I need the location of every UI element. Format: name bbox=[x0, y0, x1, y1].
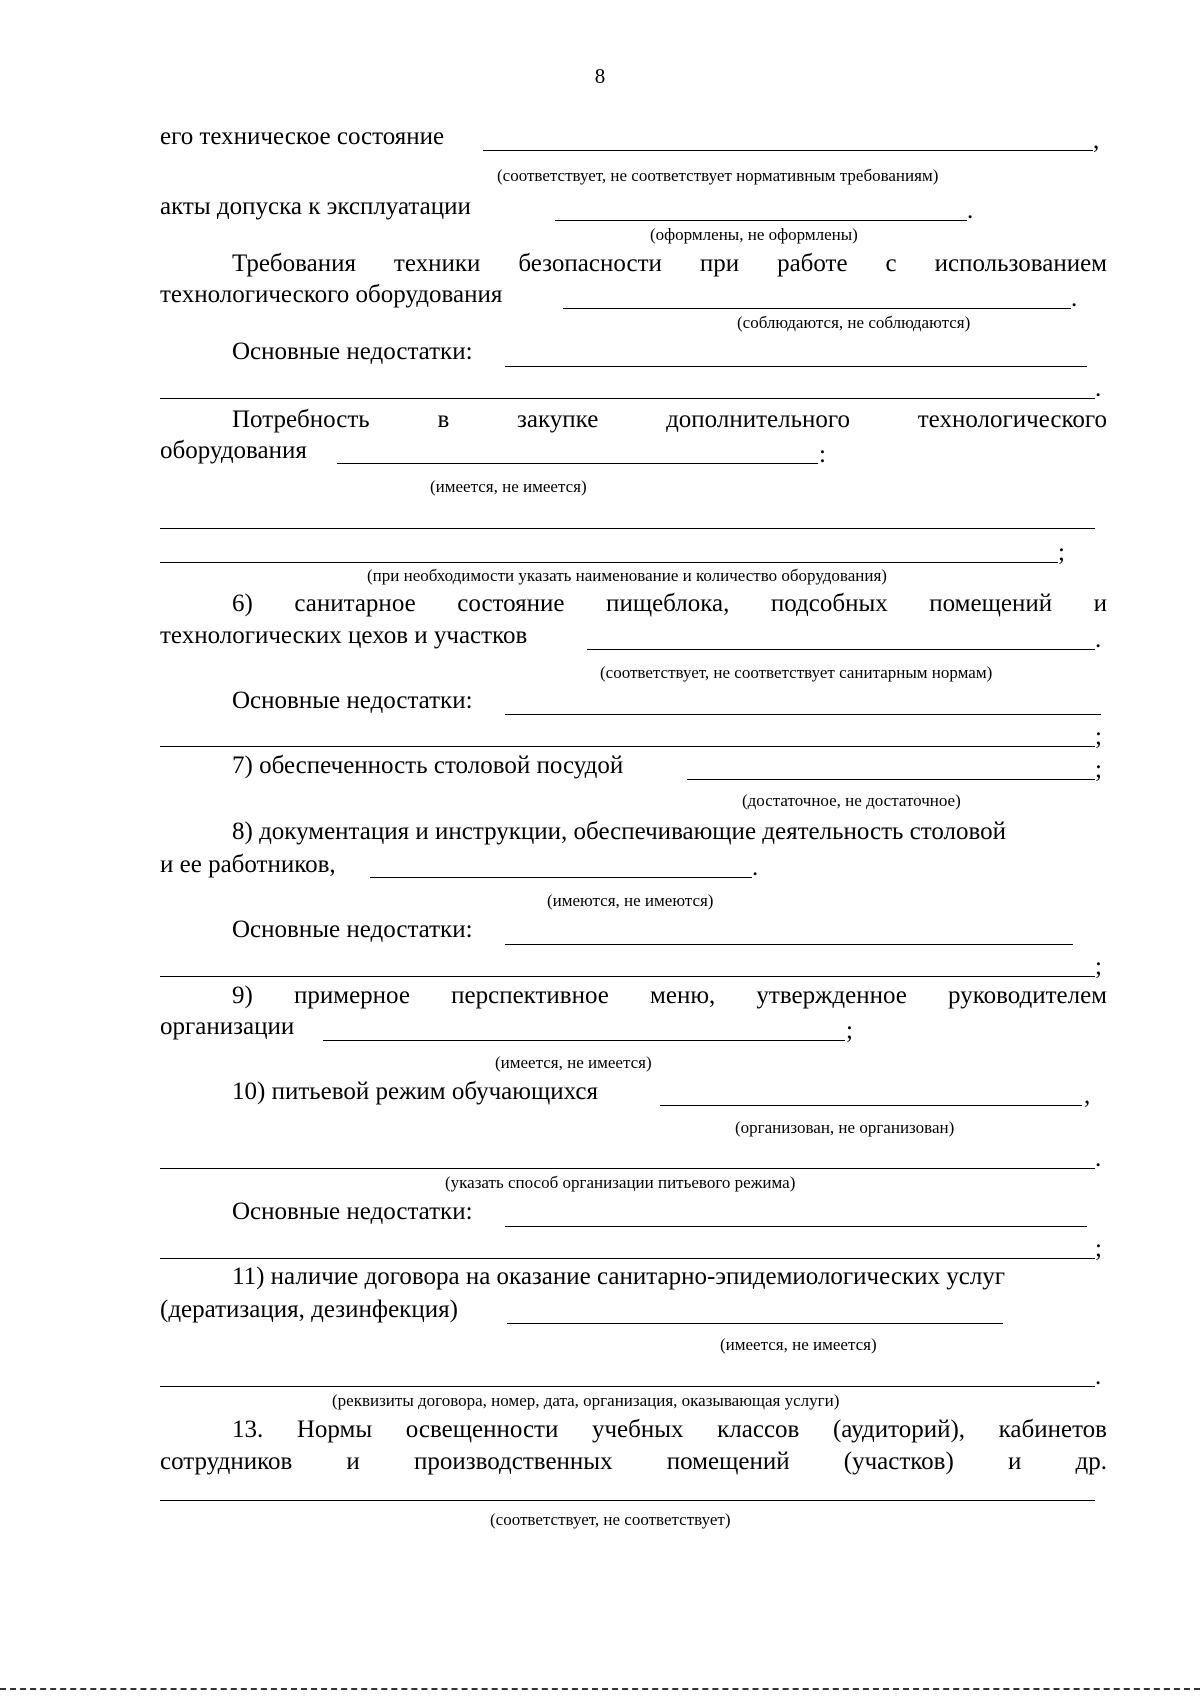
item9-line2: организации bbox=[160, 1013, 295, 1040]
punct-comma: , bbox=[1093, 127, 1100, 154]
need-field[interactable] bbox=[337, 463, 818, 464]
defects4-label: Основные недостатки: bbox=[232, 1198, 473, 1225]
acts-field[interactable] bbox=[555, 220, 967, 221]
punct-semicolon: ; bbox=[1095, 1235, 1102, 1262]
punct-colon: : bbox=[819, 441, 826, 468]
defects3-field[interactable] bbox=[505, 944, 1073, 945]
item11-line1: 11) наличие договора на оказание санитарно-эпидемиологических услуг bbox=[232, 1263, 1006, 1290]
punct-period: . bbox=[967, 197, 974, 224]
item13-line2: сотрудников и производственных помещений (участков) и др. bbox=[160, 1448, 1107, 1475]
defects3-field-2[interactable] bbox=[160, 976, 1095, 977]
need-line2: оборудования bbox=[160, 437, 307, 464]
defects2-field[interactable] bbox=[505, 714, 1101, 715]
defects1-field[interactable] bbox=[505, 366, 1087, 367]
punct-semicolon: ; bbox=[1095, 953, 1102, 980]
punct-period: . bbox=[1071, 285, 1078, 312]
need-hint-2: (при необходимости указать наименование и количество оборудования) bbox=[367, 566, 887, 585]
punct-period: . bbox=[1095, 375, 1102, 402]
defects4-field-2[interactable] bbox=[160, 1258, 1095, 1259]
tech-state-label: его техническое состояние bbox=[160, 123, 445, 150]
tech-state-field[interactable] bbox=[483, 150, 1093, 151]
tech-state-hint: (соответствует, не соответствует нормативным требованиям) bbox=[497, 166, 939, 185]
item11-hint: (имеется, не имеется) bbox=[720, 1335, 877, 1354]
defects2-label: Основные недостатки: bbox=[232, 687, 473, 714]
punct-comma: , bbox=[1084, 1082, 1091, 1109]
punct-period: . bbox=[1095, 1145, 1102, 1172]
item11-field[interactable] bbox=[507, 1323, 1003, 1324]
need-field-2[interactable] bbox=[160, 528, 1095, 529]
item7-field[interactable] bbox=[687, 779, 1095, 780]
item11-line2: (дератизация, дезинфекция) bbox=[160, 1296, 458, 1323]
item11-field-2[interactable] bbox=[160, 1386, 1095, 1387]
page-number: 8 bbox=[594, 64, 606, 88]
item11-hint-2: (реквизиты договора, номер, дата, организация, оказывающая услуги) bbox=[332, 1391, 840, 1410]
item6-line1: 6) санитарное состояние пищеблока, подсобных помещений и bbox=[232, 590, 1107, 617]
item10-field[interactable] bbox=[660, 1105, 1082, 1106]
need-hint: (имеется, не имеется) bbox=[430, 477, 587, 496]
item7-hint: (достаточное, не достаточное) bbox=[742, 791, 961, 810]
punct-semicolon: ; bbox=[1095, 723, 1102, 750]
item6-field[interactable] bbox=[587, 649, 1095, 650]
item8-line2: и ее работников, bbox=[160, 851, 336, 878]
need-field-3[interactable] bbox=[160, 562, 1058, 563]
punct-period: . bbox=[752, 854, 759, 881]
item8-field[interactable] bbox=[370, 877, 752, 878]
need-line1: Потребность в закупке дополнительного технологического bbox=[232, 406, 1107, 433]
punct-semicolon: ; bbox=[846, 1017, 853, 1044]
punct-period: . bbox=[1095, 1363, 1102, 1390]
punct-semicolon: ; bbox=[1058, 539, 1065, 566]
item8-hint: (имеются, не имеются) bbox=[547, 891, 714, 910]
item9-hint: (имеется, не имеется) bbox=[495, 1053, 652, 1072]
safety-hint: (соблюдаются, не соблюдаются) bbox=[737, 313, 971, 332]
defects1-field-2[interactable] bbox=[160, 398, 1095, 399]
acts-label: акты допуска к эксплуатации bbox=[160, 193, 471, 220]
safety-line1: Требования техники безопасности при работе с использованием bbox=[232, 250, 1107, 277]
safety-line2: технологического оборудования bbox=[160, 281, 503, 308]
defects3-label: Основные недостатки: bbox=[232, 916, 473, 943]
item6-line2: технологических цехов и участков bbox=[160, 622, 528, 649]
item7-label: 7) обеспеченность столовой посудой bbox=[232, 752, 624, 779]
item10-label: 10) питьевой режим обучающихся bbox=[232, 1078, 598, 1105]
punct-period: . bbox=[1095, 626, 1102, 653]
item13-line1: 13. Нормы освещенности учебных классов (аудиторий), кабинетов bbox=[232, 1416, 1107, 1443]
item13-field[interactable] bbox=[160, 1500, 1095, 1501]
item9-line1: 9) примерное перспективное меню, утвержденное руководителем bbox=[232, 982, 1107, 1009]
defects1-label: Основные недостатки: bbox=[232, 338, 473, 365]
item10-hint: (организован, не организован) bbox=[735, 1118, 955, 1137]
item8-line1: 8) документация и инструкции, обеспечивающие деятельность столовой bbox=[232, 818, 1007, 845]
item10-hint-2: (указать способ организации питьевого режима) bbox=[445, 1173, 796, 1192]
defects4-field[interactable] bbox=[505, 1226, 1087, 1227]
item13-hint: (соответствует, не соответствует) bbox=[490, 1510, 731, 1529]
item10-field-2[interactable] bbox=[160, 1168, 1095, 1169]
defects2-field-2[interactable] bbox=[160, 746, 1095, 747]
punct-semicolon: ; bbox=[1095, 756, 1102, 783]
page-bottom-edge bbox=[0, 1688, 1200, 1690]
acts-hint: (оформлены, не оформлены) bbox=[650, 225, 858, 244]
item6-hint: (соответствует, не соответствует санитарным нормам) bbox=[600, 663, 993, 682]
safety-field[interactable] bbox=[563, 308, 1071, 309]
item9-field[interactable] bbox=[323, 1040, 845, 1041]
